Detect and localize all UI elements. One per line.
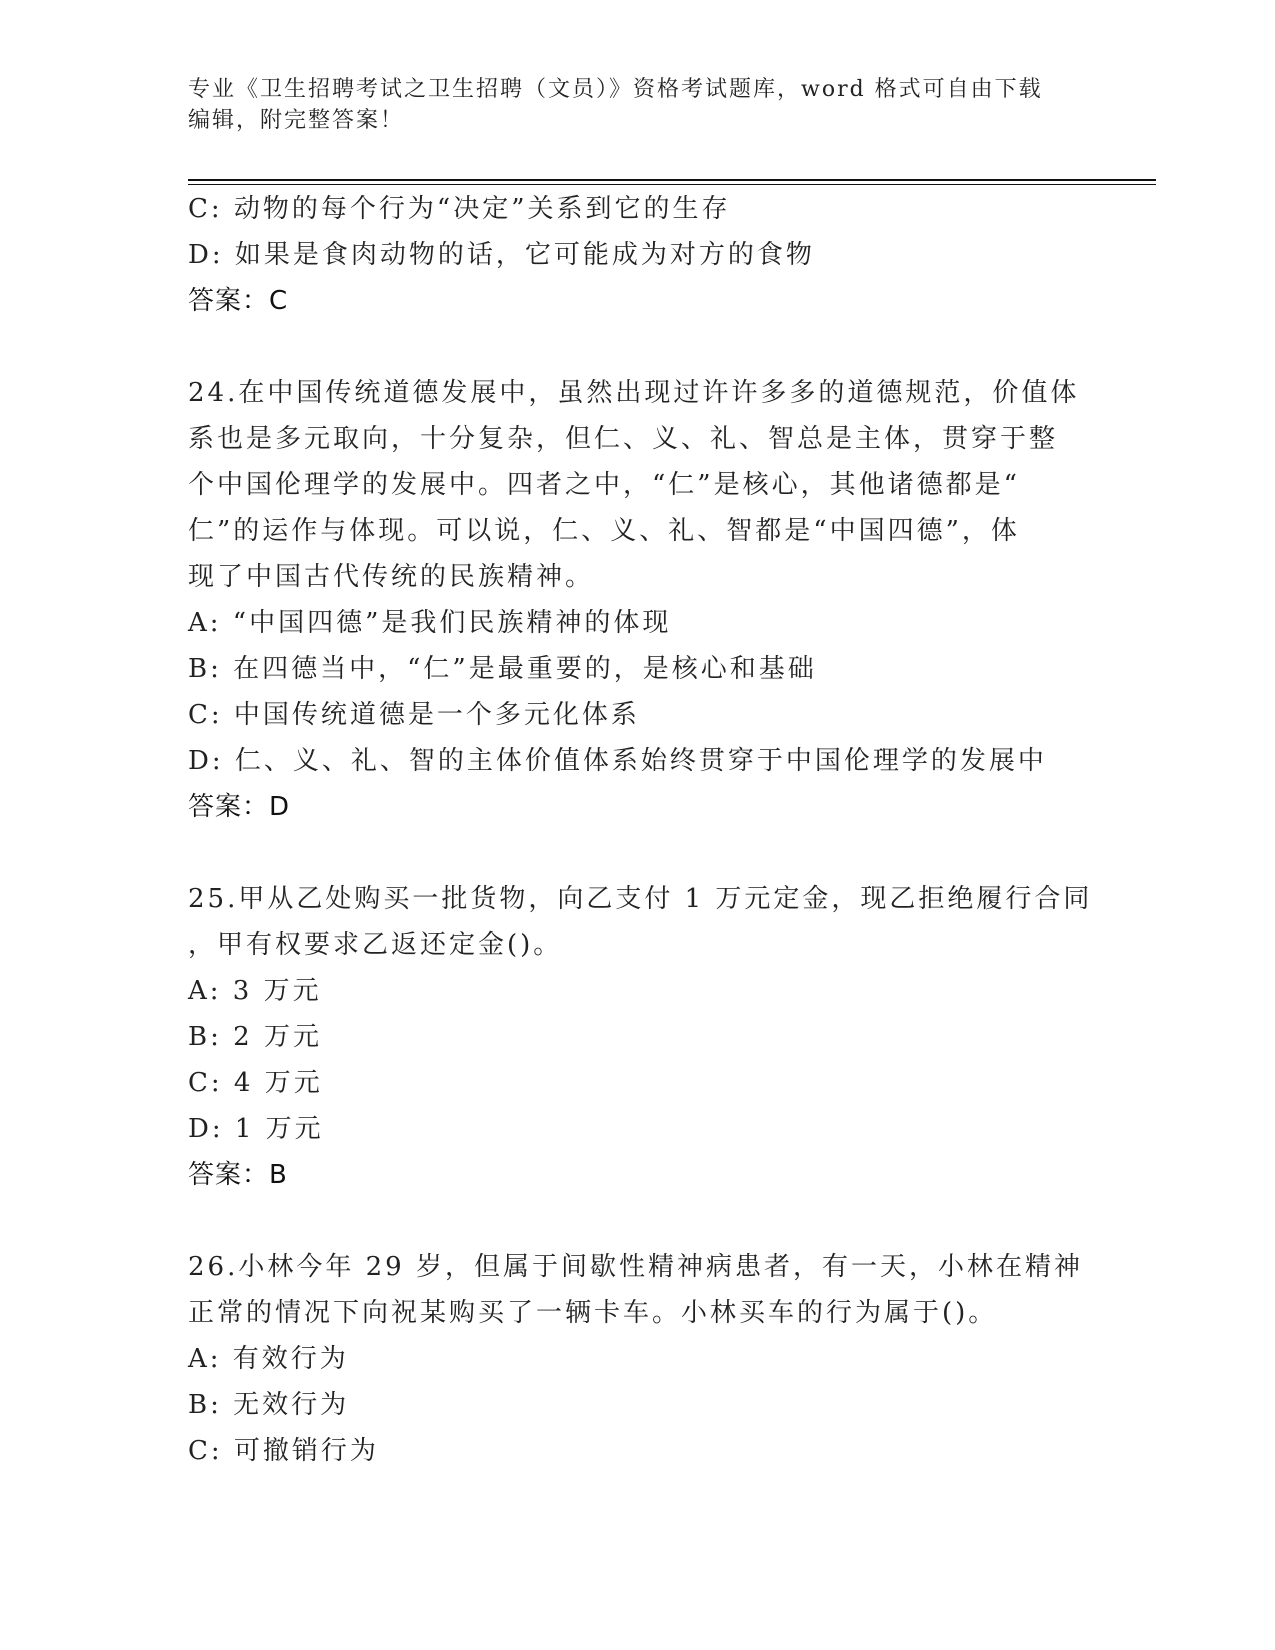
question-stem-line: 26.小林今年 29 岁，但属于间歇性精神病患者，有一天，小林在精神 <box>188 1252 1083 1282</box>
question-23-tail <box>188 186 1088 324</box>
question-stem-line: 25.甲从乙处购买一批货物，向乙支付 1 万元定金，现乙拒绝履行合同 <box>188 884 1093 914</box>
spacer <box>188 830 1088 876</box>
option-c: C: 中国传统道德是一个多元化体系 <box>188 700 640 730</box>
answer-line: 答案：D <box>188 792 291 822</box>
option-b: B: 在四德当中，“仁”是最重要的，是核心和基础 <box>188 654 817 684</box>
question-stem-line: ，甲有权要求乙返还定金()。 <box>188 930 563 960</box>
question-stem-line: 系也是多元取向，十分复杂，但仁、义、礼、智总是主体，贯穿于整 <box>188 424 1059 454</box>
option-b: B: 2 万元 <box>188 1022 322 1052</box>
option-a: A: “中国四德”是我们民族精神的体现 <box>188 608 672 638</box>
option-c: C: 动物的每个行为“决定”关系到它的生存 <box>188 194 731 224</box>
header-divider-thick <box>188 179 1156 181</box>
page-header <box>188 74 1088 136</box>
option-d: D: 1 万元 <box>188 1114 324 1144</box>
answer-line: 答案：B <box>188 1160 288 1190</box>
question-26 <box>188 1244 1088 1474</box>
option-a: A: 有效行为 <box>188 1344 349 1374</box>
question-stem-line: 24.在中国传统道德发展中，虽然出现过许许多多的道德规范，价值体 <box>188 378 1080 408</box>
question-stem-line: 现了中国古代传统的民族精神。 <box>188 562 595 592</box>
answer-line: 答案：C <box>188 286 289 316</box>
question-25 <box>188 876 1093 1198</box>
option-a: A: 3 万元 <box>188 976 322 1006</box>
header-line-2: 编辑，附完整答案！ <box>188 108 405 133</box>
question-24 <box>188 370 1088 830</box>
header-line-1: 专业《卫生招聘考试之卫生招聘（文员）》资格考试题库，word 格式可自由下载 <box>188 77 1043 102</box>
question-stem-line: 正常的情况下向祝某购买了一辆卡车。小林买车的行为属于()。 <box>188 1298 998 1328</box>
question-stem-line: 仁”的运作与体现。可以说，仁、义、礼、智都是“中国四德”，体 <box>188 516 1020 546</box>
option-d: D: 仁、义、礼、智的主体价值体系始终贯穿于中国伦理学的发展中 <box>188 746 1047 776</box>
option-c: C: 可撤销行为 <box>188 1436 379 1466</box>
spacer <box>188 324 1088 370</box>
header-divider-thin <box>188 184 1156 185</box>
question-stem-line: 个中国伦理学的发展中。四者之中，“仁”是核心，其他诸德都是“ <box>188 470 1020 500</box>
spacer <box>188 1198 1088 1244</box>
question-content <box>188 186 1093 1474</box>
option-b: B: 无效行为 <box>188 1390 350 1420</box>
option-d: D: 如果是食肉动物的话，它可能成为对方的食物 <box>188 240 815 270</box>
option-c: C: 4 万元 <box>188 1068 323 1098</box>
